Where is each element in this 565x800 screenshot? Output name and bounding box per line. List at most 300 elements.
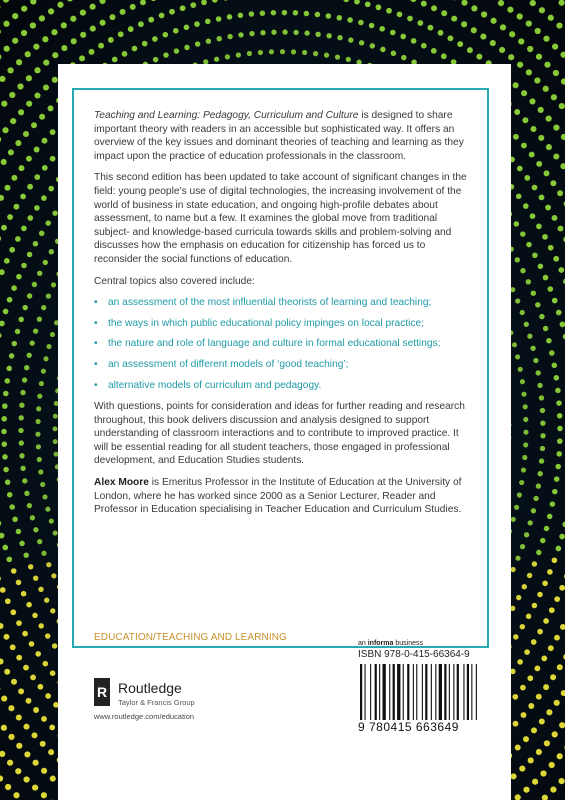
decor-dot [523, 404, 528, 409]
decor-dot [122, 51, 128, 57]
decor-dot [490, 40, 496, 46]
decor-dot [293, 10, 299, 16]
decor-dot [561, 78, 565, 84]
decor-dot [22, 631, 28, 637]
decor-dot [39, 381, 44, 386]
decor-dot [35, 432, 40, 437]
decor-dot [216, 16, 222, 22]
decor-dot [555, 464, 561, 470]
decor-dot [217, 36, 222, 41]
decor-dot [431, 48, 437, 54]
decor-dot [37, 317, 42, 322]
decor-dot [438, 30, 444, 36]
decor-dot [537, 629, 543, 635]
decor-dot [38, 623, 44, 629]
decor-dot [421, 43, 427, 49]
decor-dot [530, 213, 536, 219]
decor-dot [513, 634, 518, 639]
decor-dot [553, 153, 559, 159]
decor-dot [535, 28, 541, 34]
decor-dot [16, 274, 22, 280]
decor-dot [544, 62, 550, 68]
decor-dot [514, 109, 520, 115]
decor-dot [521, 468, 526, 473]
decor-dot [5, 378, 11, 384]
decor-dot [236, 52, 241, 57]
barcode-bar [407, 664, 409, 722]
decor-dot [48, 8, 54, 14]
decor-dot [17, 83, 23, 89]
decor-dot [120, 9, 126, 15]
list-item [94, 296, 469, 310]
decor-dot [557, 413, 563, 419]
decor-dot [9, 92, 15, 98]
topics-intro: Central topics also covered include: [94, 275, 255, 287]
barcode-bar [413, 664, 414, 722]
decor-dot [531, 727, 537, 733]
publisher-group: Taylor & Francis Group [118, 698, 195, 707]
decor-dot [467, 47, 473, 53]
decor-dot [544, 526, 549, 531]
decor-dot [524, 175, 530, 181]
summary-paragraph: With questions, points for consideration and ideas for further reading and research throughout, this book delivers discussion and analysis designed to support understanding of classroom interactions and to contribute to improved practice. It will be essential reading for all student teachers, those engaged in professional development, and Education Studies students. [94, 401, 465, 467]
decor-dot [557, 753, 563, 759]
decor-dot [348, 37, 353, 42]
decor-dot [544, 170, 550, 176]
decor-dot [19, 415, 24, 420]
decor-dot [173, 28, 179, 34]
decor-dot [41, 551, 46, 556]
decor-dot [556, 22, 562, 28]
barcode-bar [375, 664, 377, 722]
decor-dot [0, 658, 4, 664]
decor-dot [271, 30, 276, 35]
decor-dot [560, 163, 565, 169]
decor-dot [549, 607, 555, 613]
decor-dot [20, 390, 25, 395]
decor-dot [521, 143, 527, 149]
decor-dot [532, 253, 538, 259]
decor-dot [553, 124, 559, 130]
decor-dot [13, 792, 19, 798]
decor-dot [39, 114, 45, 120]
decor-dot [223, 0, 229, 1]
book-title: Teaching and Learning: Pedagogy, Curriculum and Culture [94, 110, 359, 121]
decor-dot [249, 31, 254, 36]
decor-dot [337, 35, 342, 40]
decor-dot [22, 377, 27, 382]
decor-dot [43, 59, 49, 65]
decor-dot [530, 346, 535, 351]
decor-dot [34, 67, 40, 73]
barcode-bar [365, 664, 366, 722]
decor-dot [517, 492, 522, 497]
decor-dot [533, 496, 538, 501]
barcode-bar [360, 664, 362, 722]
decor-dot [0, 195, 4, 201]
decor-dot [358, 20, 364, 26]
decor-dot [34, 92, 40, 98]
decor-dot [80, 9, 86, 15]
decor-dot [40, 482, 45, 487]
decor-dot [34, 174, 40, 180]
decor-dot [27, 293, 32, 298]
decor-dot [6, 366, 12, 372]
decor-dot [49, 249, 54, 254]
decor-dot [7, 760, 13, 766]
decor-dot [5, 185, 11, 191]
decor-dot [32, 282, 37, 287]
decor-dot [451, 16, 457, 22]
decor-dot [112, 57, 118, 63]
decor-dot [531, 639, 537, 645]
decor-dot [23, 724, 29, 730]
decor-dot [53, 531, 58, 536]
decor-dot [260, 30, 265, 35]
decor-dot [526, 20, 532, 26]
decor-dot [0, 269, 5, 275]
decor-dot [0, 623, 4, 629]
decor-dot [550, 786, 556, 792]
decor-dot [526, 242, 532, 248]
decor-dot [549, 762, 555, 768]
decor-dot [556, 400, 562, 406]
decor-dot [386, 8, 392, 14]
decor-dot [523, 736, 529, 742]
decor-dot [346, 57, 351, 62]
decor-dot [11, 679, 17, 685]
decor-dot [552, 557, 558, 563]
routledge-logo [94, 676, 254, 712]
decor-dot [50, 670, 56, 676]
decor-dot [517, 166, 523, 172]
decor-dot [369, 23, 375, 29]
decor-dot [0, 587, 6, 593]
decor-dot [523, 787, 529, 793]
decor-dot [559, 103, 565, 109]
decor-dot [376, 4, 382, 10]
barcode-bar [370, 664, 371, 722]
decor-dot [0, 333, 2, 339]
list-item [94, 337, 469, 351]
decor-dot [109, 14, 115, 20]
decor-dot [511, 773, 517, 779]
barcode-bar [453, 664, 454, 722]
decor-dot [1, 429, 7, 435]
decor-dot [33, 241, 39, 247]
decor-dot [37, 271, 42, 276]
decor-dot [536, 483, 541, 488]
decor-dot [291, 49, 296, 54]
decor-dot [500, 24, 506, 30]
decor-dot [536, 224, 542, 230]
decor-dot [551, 94, 557, 100]
decor-dot [16, 655, 22, 661]
decor-dot [41, 195, 47, 201]
decor-dot [108, 37, 114, 43]
decor-dot [536, 694, 542, 700]
decor-dot [27, 184, 33, 190]
decor-dot [545, 205, 551, 211]
decor-dot [522, 584, 527, 589]
decor-dot [27, 215, 33, 221]
decor-dot [206, 38, 211, 43]
decor-dot [37, 394, 42, 399]
decor-dot [53, 426, 58, 431]
decor-dot [524, 322, 529, 327]
decor-dot [12, 13, 18, 19]
decor-dot [12, 38, 18, 44]
decor-dot [46, 293, 51, 298]
decor-dot [39, 231, 45, 237]
decor-dot [315, 12, 321, 18]
subject-category: EDUCATION/TEACHING AND LEARNING [94, 632, 287, 643]
decor-dot [16, 59, 22, 65]
decor-dot [457, 41, 463, 47]
decor-dot [184, 25, 190, 31]
decor-dot [520, 544, 525, 549]
decor-dot [61, 22, 67, 28]
decor-dot [546, 338, 552, 344]
decor-dot [410, 0, 416, 2]
decor-dot [532, 185, 538, 191]
decor-dot [518, 38, 524, 44]
decor-dot [542, 581, 548, 587]
decor-dot [554, 635, 560, 641]
decor-dot [347, 17, 353, 23]
barcode-bar [435, 664, 436, 722]
decor-dot [214, 57, 219, 62]
decor-dot [514, 221, 519, 226]
decor-dot [544, 740, 550, 746]
decor-dot [49, 519, 54, 524]
author-paragraph [94, 476, 469, 517]
decor-dot [67, 0, 73, 2]
decor-dot [7, 67, 13, 73]
decor-dot [538, 471, 543, 476]
decor-dot [548, 245, 554, 251]
decor-dot [33, 527, 38, 532]
decor-dot [282, 10, 288, 16]
decor-dot [559, 722, 565, 728]
decor-dot [552, 298, 558, 304]
decor-dot [508, 54, 514, 60]
decor-dot [11, 568, 17, 574]
decor-dot [326, 33, 331, 38]
decor-dot [554, 375, 560, 381]
decor-dot [18, 109, 24, 115]
decor-dot [335, 54, 340, 59]
decor-dot [52, 210, 57, 215]
decor-dot [538, 107, 544, 113]
decor-dot [23, 131, 29, 137]
decor-dot [536, 54, 542, 60]
decor-dot [42, 36, 48, 42]
topic-text: the ways in which public educational policy impinges on local practice; [108, 317, 424, 329]
decor-dot [517, 62, 523, 68]
decor-dot [10, 118, 16, 124]
decor-dot [520, 268, 525, 273]
decor-dot [359, 40, 364, 45]
decor-dot [552, 43, 558, 49]
decor-dot [554, 700, 560, 706]
decor-dot [293, 30, 298, 35]
decor-dot [1, 696, 7, 702]
decor-dot [227, 14, 233, 20]
barcode-bar [416, 664, 417, 722]
decor-dot [27, 353, 32, 358]
decor-dot [190, 2, 196, 8]
decor-dot [142, 41, 148, 47]
decor-dot [548, 15, 554, 21]
decor-dot [557, 438, 563, 444]
intro-text: is designed to share important theory with readers in an accessible but sophisticated way. It offers an overview of the key issues and dominant theories of teaching and learning as they impact upon the practice of education professionals in the classroom. [94, 110, 464, 162]
decor-dot [27, 252, 33, 258]
decor-dot [282, 29, 287, 34]
decor-dot [536, 370, 541, 375]
decor-dot [461, 21, 467, 27]
decor-dot [41, 716, 47, 722]
decor-dot [238, 13, 244, 19]
decor-dot [337, 15, 343, 21]
decor-dot [19, 453, 24, 458]
decor-dot [4, 634, 10, 640]
decor-dot [530, 126, 536, 132]
decor-dot [529, 98, 535, 104]
decor-dot [98, 43, 104, 49]
decor-dot [542, 795, 548, 800]
decor-dot [42, 494, 47, 499]
decor-dot [18, 428, 23, 433]
decor-dot [271, 10, 277, 16]
decor-dot [510, 567, 515, 572]
decor-dot [550, 180, 556, 186]
decor-dot [0, 136, 1, 142]
decor-dot [0, 521, 1, 527]
decor-dot [180, 5, 186, 11]
decor-dot [16, 580, 22, 586]
bullet-icon: • [94, 317, 98, 329]
decor-dot [411, 38, 417, 44]
decor-dot [3, 467, 9, 473]
decor-dot [534, 77, 540, 83]
decor-dot [481, 11, 487, 17]
decor-dot [51, 29, 57, 35]
decor-dot [532, 779, 538, 785]
decor-dot [0, 54, 1, 60]
decor-dot [38, 587, 43, 592]
decor-dot [313, 51, 318, 56]
decor-dot [21, 263, 27, 269]
decor-dot [471, 5, 477, 11]
informa-prefix: an [358, 640, 368, 647]
decor-dot [498, 0, 504, 6]
decor-dot [315, 32, 320, 37]
decor-dot [7, 214, 13, 220]
decor-dot [37, 539, 42, 544]
decor-dot [523, 442, 528, 447]
decor-dot [269, 49, 274, 54]
decor-dot [15, 140, 21, 146]
decor-dot [557, 664, 563, 670]
topic-text: alternative models of curriculum and pedagogy. [108, 379, 322, 391]
decor-dot [521, 392, 526, 397]
decor-dot [354, 0, 360, 4]
decor-dot [536, 550, 541, 555]
decor-dot [515, 298, 520, 303]
bullet-icon: • [94, 358, 98, 370]
decor-dot [21, 6, 27, 12]
decor-dot [30, 340, 35, 345]
decor-dot [535, 666, 541, 672]
barcode-bar [389, 664, 390, 722]
barcode-bar [403, 664, 404, 722]
decor-dot [550, 501, 556, 507]
publisher-url: www.routledge.com/education [94, 712, 195, 721]
barcode-bar [463, 664, 464, 722]
decor-dot [45, 633, 50, 638]
decor-dot [421, 1, 427, 7]
barcode-bar [457, 664, 459, 722]
decor-dot [527, 675, 533, 681]
decor-dot [40, 741, 46, 747]
author-bio: is Emeritus Professor in the Institute of Education at the University of London, where he has worked since 2000 as a Senior Lecturer, Reader and Professor in Education specialising in Teacher Education and Curriculum Studies. [94, 477, 462, 516]
decor-dot [2, 454, 8, 460]
barcode-block [358, 640, 493, 740]
decor-dot [524, 649, 530, 655]
decor-dot [0, 576, 1, 582]
decor-dot [159, 13, 165, 19]
decor-dot [546, 144, 552, 150]
topic-text: an assessment of the most influential theorists of learning and teaching; [108, 297, 432, 309]
decor-dot [31, 122, 37, 128]
decor-dot [541, 655, 547, 661]
topic-text: the nature and role of language and culture in formal educational settings; [108, 338, 441, 350]
decor-dot [522, 117, 528, 123]
decor-dot [30, 515, 35, 520]
decor-dot [514, 505, 519, 510]
decor-dot [35, 651, 41, 657]
decor-dot [11, 175, 17, 181]
decor-dot [540, 770, 546, 776]
decor-dot [150, 0, 156, 1]
decor-dot [71, 38, 77, 44]
decor-dot [3, 391, 9, 397]
decor-dot [15, 329, 20, 334]
decor-dot [326, 13, 332, 19]
decor-dot [43, 260, 48, 265]
decor-dot [5, 598, 11, 604]
decor-dot [30, 0, 36, 5]
decor-dot [549, 350, 555, 356]
informa-name: informa [367, 640, 394, 647]
decor-dot [8, 149, 14, 155]
decor-dot [543, 36, 549, 42]
decor-dot [42, 165, 48, 171]
decor-dot [28, 564, 33, 569]
decor-dot [553, 256, 559, 262]
decor-dot [140, 0, 146, 5]
decor-dot [212, 0, 218, 3]
barcode-bar [471, 664, 472, 722]
decor-dot [520, 685, 526, 691]
decor-dot [550, 674, 556, 680]
decor-dot [53, 439, 58, 444]
decor-dot [249, 11, 255, 17]
decor-dot [536, 749, 542, 755]
decor-dot [461, 0, 467, 6]
decor-dot [427, 25, 433, 31]
